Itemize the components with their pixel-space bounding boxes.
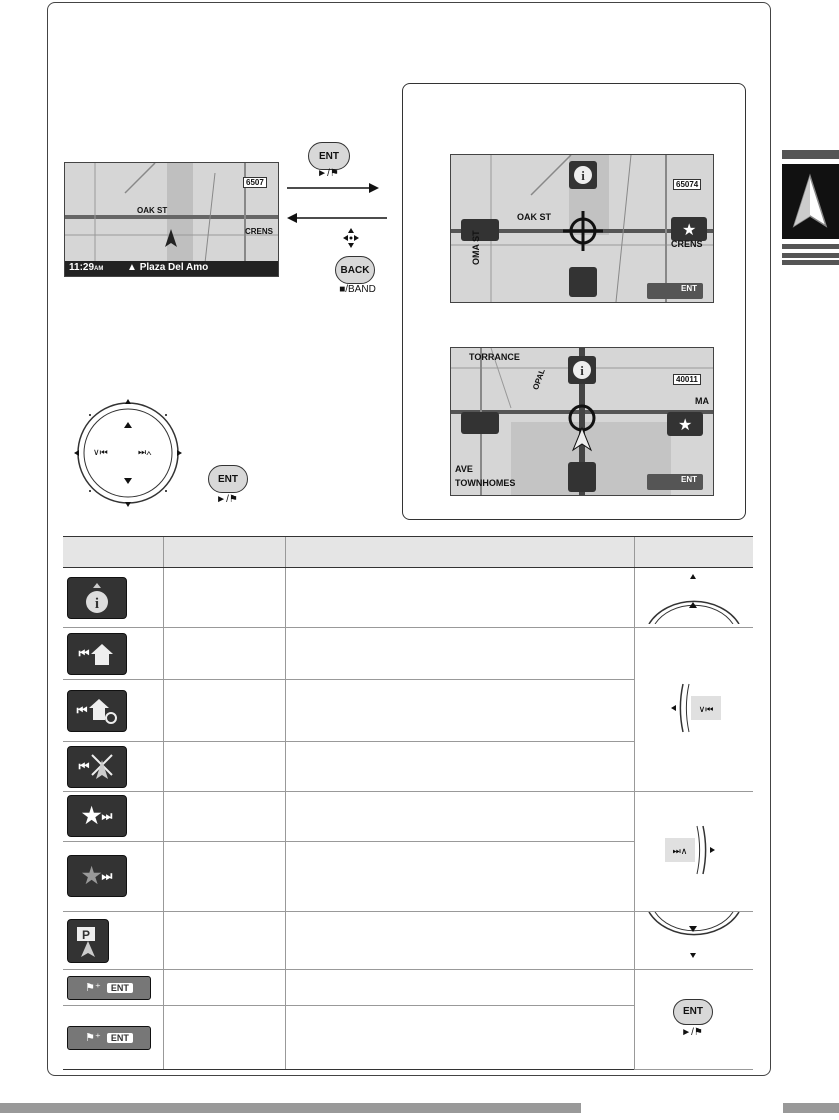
street-label: TORRANCE <box>469 352 520 362</box>
play-flag-label: ►/⚑ <box>216 494 238 505</box>
side-tab-bar <box>782 260 839 265</box>
icon-legend-table <box>63 536 753 1070</box>
road-shield: 40011 <box>673 374 701 385</box>
street-label: OPAL <box>531 367 547 392</box>
rotary-left-label: ∨⏮ <box>93 447 108 457</box>
street-label: CRENS <box>245 227 274 236</box>
clock-time: 11:29AM <box>69 262 104 273</box>
footer-bar <box>0 1103 581 1113</box>
road-shield: 65074 <box>673 179 701 190</box>
set-destination-ent-icon: ⚑⁺ ENT <box>67 976 151 1000</box>
cancel-route-icon: ⏮ <box>67 746 127 788</box>
destination-name: ▲ Plaza Del Amo <box>127 262 209 273</box>
table-row <box>63 792 753 842</box>
svg-text:★: ★ <box>678 415 693 434</box>
side-tab-bar <box>782 244 839 249</box>
column-header-control <box>635 537 753 568</box>
street-label: CRENS <box>671 239 703 249</box>
rotary-down-icon <box>635 912 751 966</box>
map-screen-route <box>450 347 714 496</box>
home-icon: ⏮ <box>67 633 127 675</box>
street-label: OMA ST <box>471 230 481 265</box>
svg-text:i: i <box>581 168 585 183</box>
street-label: TOWNHOMES <box>455 478 516 488</box>
side-tab-navigation <box>782 164 839 239</box>
map-screen-cursor <box>450 154 714 303</box>
back-button[interactable]: BACK <box>335 256 375 284</box>
svg-text:∨⏮: ∨⏮ <box>698 705 714 715</box>
home-settings-icon: ⏮ <box>67 690 127 732</box>
stop-band-label: ■/BAND <box>339 284 376 295</box>
table-header <box>63 537 753 568</box>
ent-button[interactable]: ENT <box>673 999 713 1025</box>
play-flag-label: ►/⚑ <box>317 168 339 179</box>
joystick-icon <box>341 226 361 250</box>
side-tab-bar <box>782 150 839 159</box>
column-header-name <box>163 537 285 568</box>
add-waypoint-ent-icon: ⚑⁺ ENT <box>67 1026 151 1050</box>
street-label: MA <box>695 396 709 406</box>
rotary-left-icon <box>635 628 751 788</box>
street-label: OAK ST <box>137 206 168 215</box>
nav-arrow-icon: ▲ <box>127 262 140 273</box>
side-tab-bar <box>782 253 839 258</box>
street-label: AVE <box>455 464 473 474</box>
svg-text:★: ★ <box>682 220 697 239</box>
rotary-up-icon <box>635 568 751 624</box>
svg-text:i: i <box>580 363 584 378</box>
poi-icon <box>67 919 109 963</box>
ent-label: ENT <box>681 475 697 484</box>
info-icon <box>67 577 127 619</box>
add-favorite-icon: ★ ⏭ <box>67 795 127 837</box>
svg-text:P: P <box>81 927 91 942</box>
ent-label: ENT <box>681 284 697 293</box>
table-row <box>63 628 753 680</box>
rotary-right-icon <box>635 792 751 908</box>
ent-button[interactable]: ENT <box>308 142 350 170</box>
transition-arrows <box>283 180 393 230</box>
column-header-description <box>285 537 634 568</box>
ent-control-cell <box>635 971 753 1069</box>
play-flag-label: ►/⚑ <box>681 1026 703 1038</box>
table-row <box>63 970 753 1006</box>
rotary-control[interactable] <box>70 395 190 510</box>
street-label: OAK ST <box>517 212 552 222</box>
column-header-icon <box>63 537 163 568</box>
ent-button[interactable]: ENT <box>208 465 248 493</box>
rotary-right-label: ⏭∧ <box>138 447 152 457</box>
table-row <box>63 568 753 628</box>
favorite-icon: ★ ⏭ <box>67 855 127 897</box>
svg-text:i: i <box>94 595 100 612</box>
road-shield: 6507 <box>243 177 267 188</box>
table-row <box>63 912 753 970</box>
svg-text:⏭∧: ⏭∧ <box>672 847 688 857</box>
map-screen-current <box>64 162 279 277</box>
footer-bar <box>783 1103 839 1113</box>
navigation-arrow-icon <box>782 164 839 239</box>
